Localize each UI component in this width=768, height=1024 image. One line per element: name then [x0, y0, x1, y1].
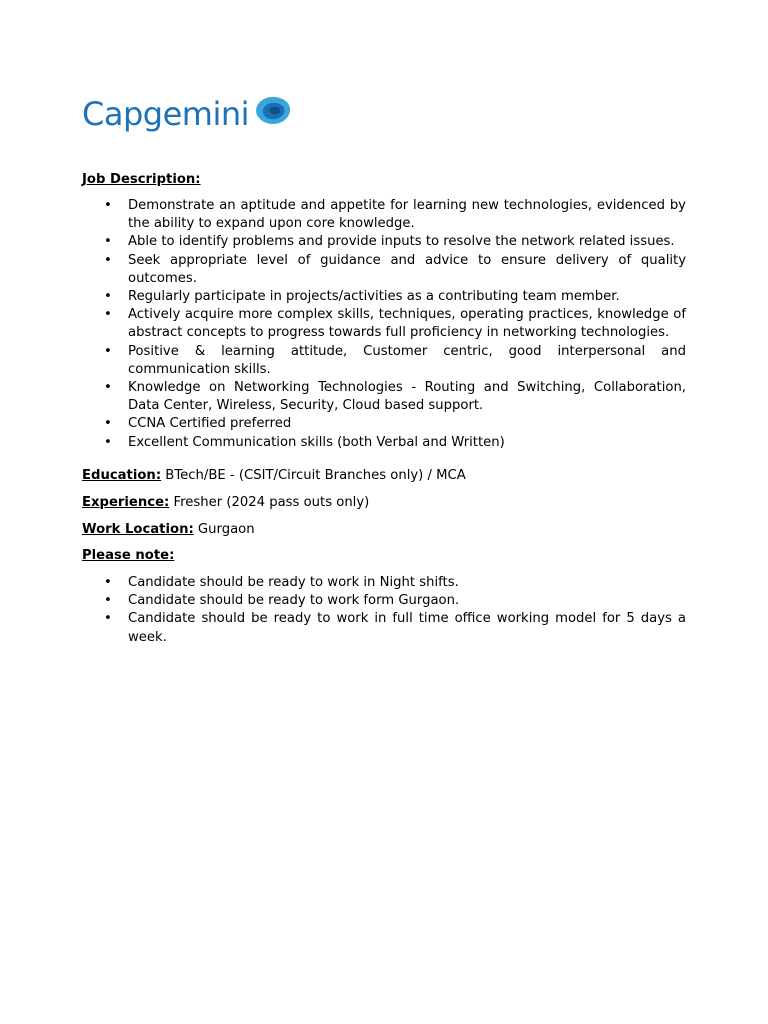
list-item: • Candidate should be ready to work in full time office working model for 5 days a week. — [82, 610, 686, 646]
list-item: • Demonstrate an aptitude and appetite for learning new technologies, evidenced by the ability to expand upon core knowledge. — [82, 197, 686, 233]
list-item: • Seek appropriate level of guidance and advice to ensure delivery of quality outcomes. — [82, 252, 686, 288]
work-location-line — [82, 521, 255, 539]
list-item: • Regularly participate in projects/activities as a contributing team member. — [82, 288, 686, 306]
capgemini-spade-icon — [251, 93, 293, 131]
experience-line — [82, 494, 369, 512]
education-label: Education: — [82, 468, 162, 483]
please-note-heading: Please note: — [82, 548, 175, 563]
work-location-label: Work Location: — [82, 522, 194, 537]
list-item: • Excellent Communication skills (both Verbal and Written) — [82, 434, 686, 452]
list-item: • Knowledge on Networking Technologies - Routing and Switching, Collaboration, Data Center, Wireless, Security, Cloud based support. — [82, 379, 686, 415]
job-description-heading: Job Description: — [82, 172, 201, 187]
experience-label: Experience: — [82, 495, 170, 510]
experience-value: Fresher (2024 pass outs only) — [169, 495, 370, 510]
list-item: • Able to identify problems and provide inputs to resolve the network related issues. — [82, 233, 686, 251]
please-note-list — [82, 574, 686, 647]
list-item: • Candidate should be ready to work form Gurgaon. — [82, 592, 686, 610]
logo-wordmark: Capgemini — [82, 95, 249, 133]
job-description-list — [82, 197, 686, 452]
list-item: • Candidate should be ready to work in Night shifts. — [82, 574, 686, 592]
work-location-value: Gurgaon — [193, 522, 255, 537]
education-line — [82, 467, 466, 485]
capgemini-logo — [82, 92, 293, 136]
list-item: • Positive & learning attitude, Customer centric, good interpersonal and communication skills. — [82, 343, 686, 379]
education-value: BTech/BE - (CSIT/Circuit Branches only) / MCA — [161, 468, 466, 483]
list-item: • CCNA Certified preferred — [82, 415, 686, 433]
list-item: • Actively acquire more complex skills, techniques, operating practices, knowledge of abstract concepts to progress towards full proficiency in networking technologies. — [82, 306, 686, 342]
